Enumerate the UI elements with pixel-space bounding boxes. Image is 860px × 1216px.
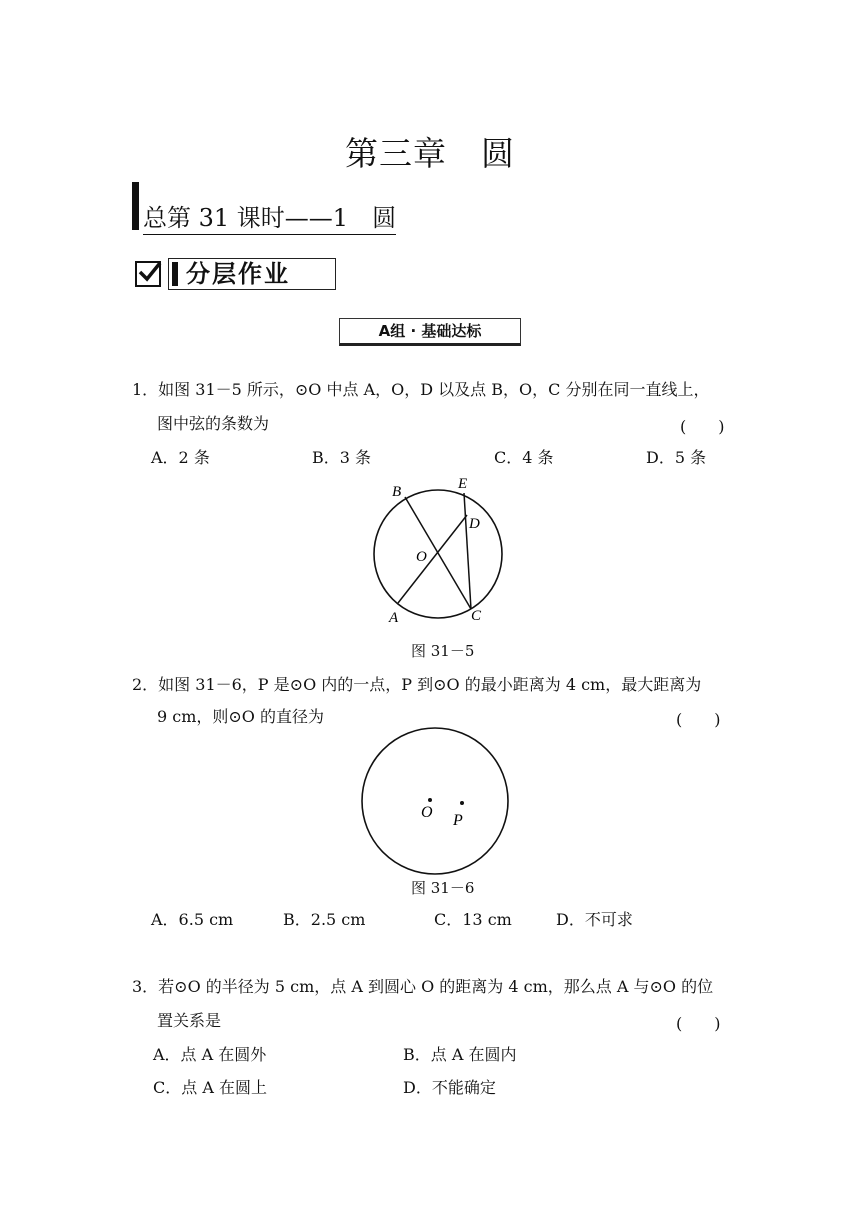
lesson-title: 总第 31 课时——1 圆 <box>143 203 396 235</box>
label-p: P <box>453 812 463 829</box>
checkmark-icon <box>137 257 165 285</box>
label-e: E <box>458 476 468 492</box>
q3-stem-line1: 3．若⊙O 的半径为 5 cm，点 A 到圆心 O 的距离为 4 cm，那么点 A 与⊙O 的位 <box>132 977 714 996</box>
q2-option-d: D．不可求 <box>556 910 633 929</box>
figure-31-5 <box>360 470 520 630</box>
q3-option-b: B．点 A 在圆内 <box>403 1045 517 1064</box>
label-b: B <box>392 484 402 500</box>
q3-option-c: C．点 A 在圆上 <box>153 1078 267 1097</box>
q1-option-d: D．5 条 <box>646 448 707 467</box>
point-p <box>460 801 464 805</box>
q3-stem-line2: 置关系是 <box>157 1011 222 1030</box>
q3-option-d: D．不能确定 <box>403 1078 496 1097</box>
section-label: 分层作业 <box>186 260 290 288</box>
q3-option-a: A．点 A 在圆外 <box>153 1045 267 1064</box>
chapter-title: 第三章 圆 <box>345 134 515 173</box>
label-a: A <box>389 610 399 626</box>
q2-stem-line2: 9 cm，则⊙O 的直径为 <box>157 707 325 726</box>
section-marker-bar <box>172 262 178 286</box>
figure-31-6 <box>355 725 515 875</box>
label-c: C <box>471 608 482 624</box>
checkbox-icon <box>135 261 161 287</box>
q2-option-b: B．2.5 cm <box>283 910 366 929</box>
figure-31-6-caption: 图 31－6 <box>411 879 475 897</box>
q2-stem-line1: 2．如图 31－6，P 是⊙O 内的一点，P 到⊙O 的最小距离为 4 cm，最大距离为 <box>132 675 702 694</box>
section-header <box>168 258 336 290</box>
group-tag: A组 · 基础达标 <box>339 318 521 346</box>
q1-option-c: C．4 条 <box>494 448 554 467</box>
label-d: D <box>469 516 480 532</box>
chord-ec <box>464 493 471 609</box>
q2-answer-blank: ( ) <box>676 710 721 729</box>
q1-answer-blank: ( ) <box>680 417 725 436</box>
q1-stem-line1: 1．如图 31－5 所示，⊙O 中点 A，O，D 以及点 B，O，C 分别在同一直线上， <box>132 380 710 399</box>
segment-ad <box>398 515 467 603</box>
point-o <box>428 798 432 802</box>
q2-option-c: C．13 cm <box>434 910 512 929</box>
circle-o <box>362 728 508 874</box>
label-o: O <box>421 804 433 821</box>
q1-stem-line2: 图中弦的条数为 <box>157 414 270 433</box>
q1-option-a: A．2 条 <box>151 448 210 467</box>
q2-option-a: A．6.5 cm <box>151 910 234 929</box>
label-o: O <box>416 549 427 565</box>
figure-31-5-caption: 图 31－5 <box>411 642 475 660</box>
q1-option-b: B．3 条 <box>312 448 372 467</box>
lesson-marker-bar <box>132 182 139 230</box>
q3-answer-blank: ( ) <box>676 1014 721 1033</box>
